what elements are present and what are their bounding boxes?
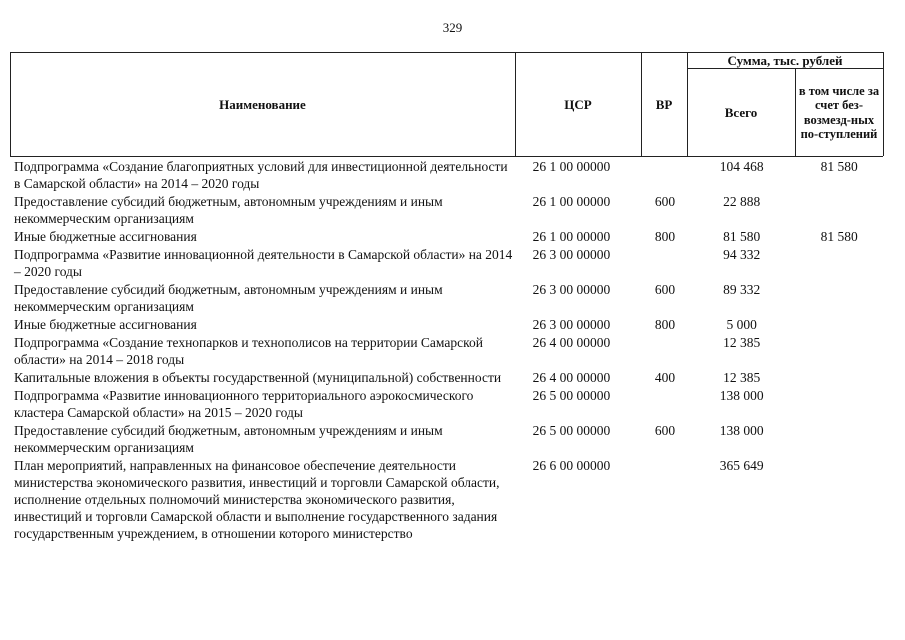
row-vr (642, 387, 688, 421)
row-total: 12 385 (723, 370, 761, 385)
row-name: Предоставление субсидий бюджетным, автономным учреждениям и иным некоммерческим организациям (14, 194, 443, 226)
header-total: Всего (724, 104, 758, 120)
row-gratuitous (795, 369, 883, 386)
row-csr: 26 1 00 00000 (532, 159, 611, 174)
table-row (10, 334, 883, 368)
row-name: Предоставление субсидий бюджетным, автономным учреждениям и иным некоммерческим организациям (14, 423, 443, 455)
row-total: 138 000 (719, 423, 764, 438)
row-gratuitous: 81 580 (820, 229, 858, 244)
row-name: Подпрограмма «Развитие инновационной деятельности в Самарской области» на 2014 – 2020 годы (14, 247, 513, 279)
row-gratuitous (795, 281, 883, 315)
row-total: 94 332 (723, 247, 761, 262)
row-gratuitous: 81 580 (820, 159, 858, 174)
row-csr: 26 3 00 00000 (532, 282, 611, 297)
row-csr: 26 3 00 00000 (532, 317, 611, 332)
row-csr: 26 5 00 00000 (532, 423, 611, 438)
table-row (10, 369, 883, 386)
row-total: 104 468 (719, 159, 764, 174)
row-total: 89 332 (723, 282, 761, 297)
row-gratuitous (795, 422, 883, 456)
row-csr: 26 6 00 00000 (532, 458, 611, 473)
table-row (10, 246, 883, 280)
row-gratuitous (795, 193, 883, 227)
row-vr: 600 (654, 194, 676, 209)
table-header (10, 52, 883, 156)
row-total: 22 888 (723, 194, 761, 209)
row-gratuitous (795, 457, 883, 542)
row-total: 5 000 (726, 317, 757, 332)
row-csr: 26 5 00 00000 (532, 388, 611, 403)
row-name: Предоставление субсидий бюджетным, автономным учреждениям и иным некоммерческим организациям (14, 282, 443, 314)
row-name: Иные бюджетные ассигнования (14, 229, 197, 244)
row-csr: 26 3 00 00000 (532, 247, 611, 262)
header-vr: ВР (655, 96, 673, 112)
row-name: План мероприятий, направленных на финансовое обеспечение деятельности министерства экономического развития, инвестиций и торговли Самарской области, исполнение отдельных полномочий министерства экономического развития, инвестиций и торговли Самарской области и выполнение государственного задания государственным учреждением, в отношении которого министерство (14, 458, 500, 541)
table-row (10, 422, 883, 456)
row-total: 81 580 (723, 229, 761, 244)
row-csr: 26 1 00 00000 (532, 194, 611, 209)
header-sum: Сумма, тыс. рублей (727, 52, 843, 68)
row-vr: 600 (654, 423, 676, 438)
row-gratuitous (795, 316, 883, 333)
table-row (10, 316, 883, 333)
row-vr: 800 (654, 317, 676, 332)
row-vr (642, 457, 688, 542)
row-name: Подпрограмма «Развитие инновационного территориального аэрокосмического кластера Самарской области» на 2015 – 2020 годы (14, 388, 474, 420)
row-total: 365 649 (719, 458, 764, 473)
row-total: 138 000 (719, 388, 764, 403)
table-row (10, 158, 883, 192)
header-name: Наименование (219, 96, 306, 112)
row-csr: 26 1 00 00000 (532, 229, 611, 244)
header-gratuitous: в том числе за счет без-возмезд-ных по-ступлений (798, 83, 880, 141)
row-csr: 26 4 00 00000 (532, 370, 611, 385)
row-csr: 26 4 00 00000 (532, 335, 611, 350)
header-csr: ЦСР (564, 96, 592, 112)
row-vr (642, 334, 688, 368)
table-row (10, 281, 883, 315)
row-name: Капитальные вложения в объекты государственной (муниципальной) собственности (14, 370, 502, 385)
row-name: Подпрограмма «Создание благоприятных условий для инвестиционной деятельности в Самарской области» на 2014 – 2020 годы (14, 159, 508, 191)
table-body (10, 158, 883, 543)
row-gratuitous (795, 246, 883, 280)
row-vr (642, 246, 688, 280)
row-gratuitous (795, 387, 883, 421)
row-name: Подпрограмма «Создание технопарков и технополисов на территории Самарской области» на 2014 – 2018 годы (14, 335, 483, 367)
row-gratuitous (795, 334, 883, 368)
table-row (10, 228, 883, 245)
table-row (10, 457, 883, 542)
table-row (10, 193, 883, 227)
row-total: 12 385 (723, 335, 761, 350)
row-vr: 400 (654, 370, 676, 385)
row-vr: 800 (654, 229, 676, 244)
page-number: 329 (442, 20, 463, 35)
row-vr (642, 158, 688, 192)
row-vr: 600 (654, 282, 676, 297)
row-name: Иные бюджетные ассигнования (14, 317, 197, 332)
table-row (10, 387, 883, 421)
